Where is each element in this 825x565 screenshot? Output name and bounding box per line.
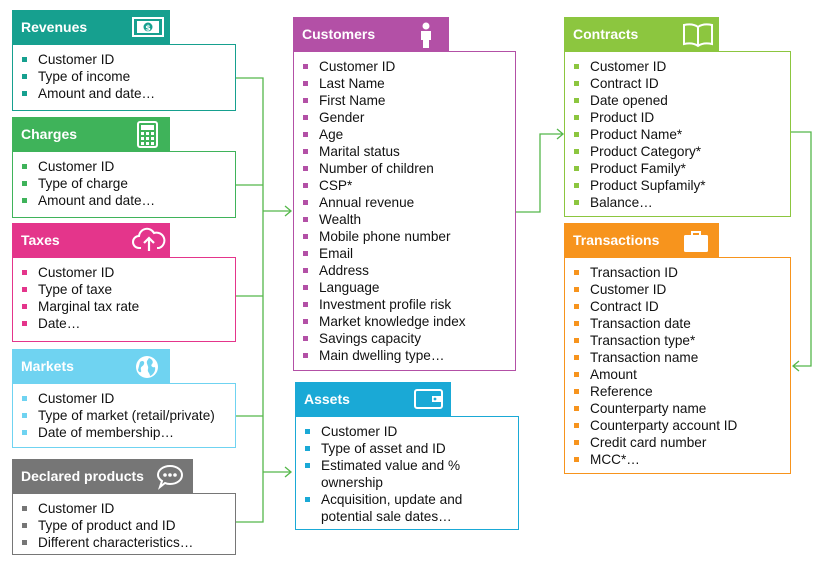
- entity-revenues-header: [12, 10, 170, 44]
- field-item: Customer ID: [565, 281, 790, 298]
- field-item: Type of income: [13, 68, 235, 85]
- field-item: Age: [294, 126, 515, 143]
- svg-text:$: $: [145, 23, 151, 33]
- field-item: First Name: [294, 92, 515, 109]
- field-item: Marginal tax rate: [13, 298, 235, 315]
- field-item: CSP*: [294, 177, 515, 194]
- entity-title: Assets: [304, 391, 350, 407]
- calculator-icon: [132, 121, 162, 147]
- wallet-icon: [413, 386, 443, 412]
- field-item: Estimated value and % ownership: [296, 457, 481, 491]
- field-item: Reference: [565, 383, 790, 400]
- field-item: Customer ID: [294, 58, 515, 75]
- field-item: Main dwelling type…: [294, 347, 515, 364]
- entity-title: Revenues: [21, 19, 88, 35]
- field-item: Acquisition, update and potential sale dates…: [296, 491, 481, 525]
- field-item: Credit card number: [565, 434, 790, 451]
- field-item: Mobile phone number: [294, 228, 515, 245]
- entity-transactions-header: [564, 223, 719, 257]
- entity-title: Transactions: [573, 232, 660, 248]
- field-item: Annual revenue: [294, 194, 515, 211]
- connector-left-bus: [236, 78, 263, 522]
- entity-title: Customers: [302, 26, 376, 42]
- field-item: Transaction date: [565, 315, 790, 332]
- field-item: Amount and date…: [13, 85, 235, 102]
- entity-title: Taxes: [21, 232, 60, 248]
- entity-declared-products-header: [12, 459, 193, 493]
- field-item: Email: [294, 245, 515, 262]
- field-item: Savings capacity: [294, 330, 515, 347]
- entity-title: Charges: [21, 126, 78, 142]
- entity-title: Contracts: [573, 26, 639, 42]
- field-item: Marital status: [294, 143, 515, 160]
- field-item: Different characteristics…: [13, 534, 235, 551]
- field-item: Balance…: [565, 194, 790, 211]
- globe-icon: [132, 353, 162, 379]
- banknote-icon: [132, 14, 162, 40]
- entity-contracts-fields: [564, 51, 791, 217]
- field-item: Counterparty name: [565, 400, 790, 417]
- field-item: Contract ID: [565, 75, 790, 92]
- field-item: Customer ID: [296, 423, 518, 440]
- entity-revenues-fields: [12, 44, 236, 111]
- briefcase-icon: [681, 227, 711, 253]
- field-item: Customer ID: [13, 264, 235, 281]
- field-item: Customer ID: [13, 51, 235, 68]
- field-item: Transaction name: [565, 349, 790, 366]
- field-item: MCC*…: [565, 451, 790, 468]
- field-item: Counterparty account ID: [565, 417, 790, 434]
- field-item: Type of charge: [13, 175, 235, 192]
- chat-bubble-icon: [155, 463, 185, 489]
- field-item: Gender: [294, 109, 515, 126]
- field-item: Amount and date…: [13, 192, 235, 209]
- field-item: Type of market (retail/private): [13, 407, 235, 424]
- field-item: Amount: [565, 366, 790, 383]
- entity-taxes-header: [12, 223, 170, 257]
- field-item: Transaction type*: [565, 332, 790, 349]
- field-item: Type of taxe: [13, 281, 235, 298]
- field-item: Customer ID: [13, 390, 235, 407]
- field-item: Customer ID: [13, 158, 235, 175]
- field-item: Product Category*: [565, 143, 790, 160]
- field-item: Customer ID: [565, 58, 790, 75]
- cloud-upload-icon: [132, 227, 162, 253]
- field-item: Product Family*: [565, 160, 790, 177]
- field-item: Customer ID: [13, 500, 235, 517]
- field-item: Date opened: [565, 92, 790, 109]
- field-item: Product Name*: [565, 126, 790, 143]
- entity-markets-header: [12, 349, 170, 383]
- entity-assets-fields: [295, 416, 519, 530]
- field-item: Type of product and ID: [13, 517, 235, 534]
- entity-title: Declared products: [21, 468, 144, 484]
- field-item: Contract ID: [565, 298, 790, 315]
- field-item: Investment profile risk: [294, 296, 515, 313]
- entity-markets-fields: [12, 383, 236, 448]
- entity-customers-header: [293, 17, 449, 51]
- entity-title: Markets: [21, 358, 74, 374]
- field-item: Type of asset and ID: [296, 440, 518, 457]
- entity-transactions-fields: [564, 257, 791, 474]
- entity-customers-fields: [293, 51, 516, 371]
- field-item: Product Supfamily*: [565, 177, 790, 194]
- open-book-icon: [681, 21, 711, 47]
- entity-charges-fields: [12, 151, 236, 218]
- entity-charges-header: [12, 117, 170, 151]
- field-item: Address: [294, 262, 515, 279]
- field-item: Number of children: [294, 160, 515, 177]
- entity-declared-products-fields: [12, 493, 236, 555]
- field-item: Market knowledge index: [294, 313, 515, 330]
- field-item: Last Name: [294, 75, 515, 92]
- field-item: Language: [294, 279, 515, 296]
- connector-customers-contracts: [516, 134, 562, 212]
- field-item: Date…: [13, 315, 235, 332]
- person-icon: [411, 21, 441, 47]
- field-item: Product ID: [565, 109, 790, 126]
- field-item: Date of membership…: [13, 424, 235, 441]
- field-item: Transaction ID: [565, 264, 790, 281]
- field-item: Wealth: [294, 211, 515, 228]
- entity-contracts-header: [564, 17, 719, 51]
- entity-taxes-fields: [12, 257, 236, 342]
- entity-assets-header: [295, 382, 451, 416]
